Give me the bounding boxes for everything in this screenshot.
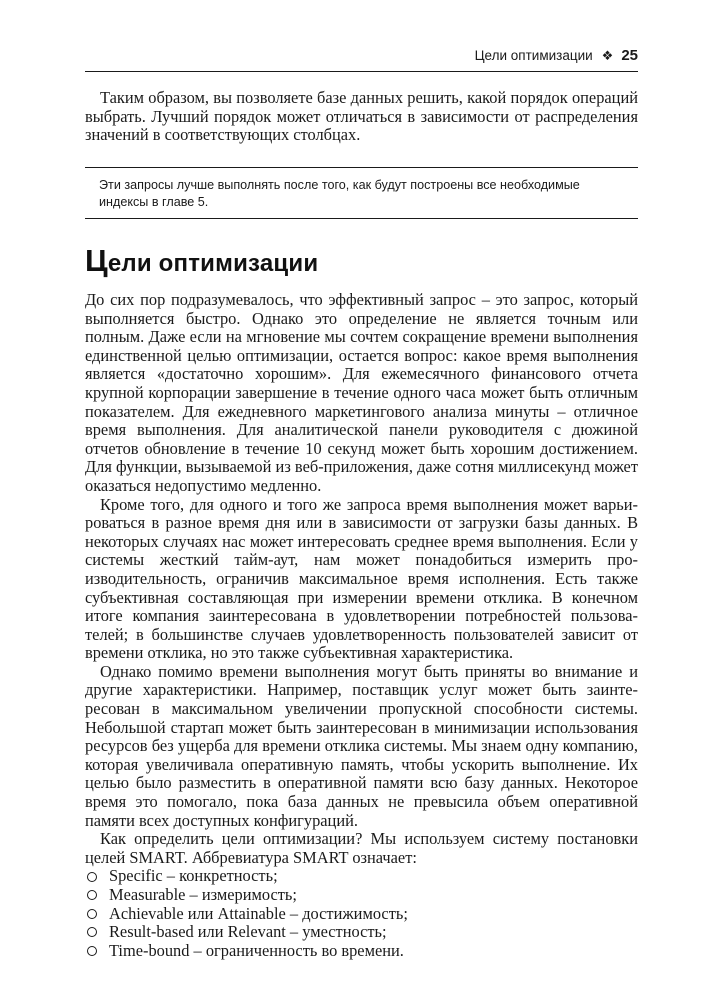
running-header (475, 47, 638, 64)
book-page (85, 0, 638, 1000)
list-item-text: Achievable или Attainable – достижимость; (109, 903, 408, 923)
list-item (87, 923, 638, 942)
circle-bullet-icon (87, 927, 97, 937)
circle-bullet-icon (87, 872, 97, 882)
body-paragraph: Как определить цели оптимизации? Мы используем систему постановки целей SMART. Аббревиатура SMART означает: (85, 829, 638, 867)
circle-bullet-icon (87, 890, 97, 900)
list-item-text: Time-bound – ограниченность во времени. (109, 940, 404, 960)
list-item (87, 942, 638, 961)
list-item (87, 905, 638, 924)
list-item-text: Result-based или Relevant – уместность; (109, 922, 387, 942)
smart-list (85, 867, 638, 960)
circle-bullet-icon (87, 909, 97, 919)
running-header-title: Цели оптимизации (474, 48, 593, 63)
note-text: Эти запросы лучше выполнять после того, как будут построены все необходимые индексы в главе 5. (99, 178, 580, 209)
header-divider (85, 71, 638, 72)
fleuron-icon: ❖ (601, 48, 614, 63)
list-item (87, 867, 638, 886)
list-item-text: Specific – конкретность; (109, 866, 278, 886)
section-heading-initial: Ц (85, 243, 108, 278)
body-paragraph: Кроме того, для одного и того же запроса время выполнения может варьироваться в разное время дня или в зависимости от загрузки базы данных. В некоторых случаях нас может интересовать среднее время выполнения. Если у системы жесткий тайм-аут, нам может понадобиться измерить производительность, ограничив максимальное время исполнения. Есть также субъективная составляющая при измерении времени отклика. В конечном итоге компания заинтересована в удовлетворении потребностей пользователей; в большинстве случаев удовлетворенность пользователей зависит от времени отклика, но это также субъективная характеристика. (85, 494, 638, 663)
list-item (87, 886, 638, 905)
note-box (85, 167, 638, 219)
circle-bullet-icon (87, 946, 97, 956)
body-paragraph: До сих пор подразумевалось, что эффективный запрос – это запрос, который выполняется быстро. Однако это определение не является точным или полным. Даже если на мгновение мы сочтем сокращение времени выполнения единственной целью оптимизации, остается вопрос: какое время выполнения является «достаточно хорошим». Для ежемесячного финансового отчета крупной корпорации завершение в течение одного часа может быть отличным показателем. Для ежедневного маркетингового анализа минуты – отличное время выполнения. Для аналитической панели руководителя с дюжиной отчетов обновление в течение 10 секунд может быть хорошим достижением. Для функции, вызываемой из веб-приложения, даже сотня миллисекунд может оказаться недопустимо медленно. (85, 290, 638, 495)
body-paragraph: Однако помимо времени выполнения могут быть приняты во внимание и другие характеристики. Например, поставщик услуг может быть заинтересован в максимальном увеличении пропускной способности системы. Небольшой стартап может быть заинтересован в минимизации использования ресурсов без ущерба для времени отклика системы. Мы знаем одну компанию, которая увеличивала оперативную память, чтобы ускорить выполнение. Их целью было разместить в оперативной памяти всю базу данных. Некоторое время это помогало, пока база данных не превысила объем оперативной памяти всех доступных конфигураций. (85, 661, 638, 830)
section-heading-rest: ели оптимизации (107, 250, 319, 277)
section-heading (85, 243, 318, 279)
page-number: 25 (621, 47, 638, 64)
intro-paragraph: Таким образом, вы позволяете базе данных решить, какой порядок операций выбрать. Лучший порядок может отличаться в зависимости от распределения значений в соответствующих столбцах. (85, 88, 638, 145)
list-item-text: Measurable – измеримость; (109, 885, 297, 904)
intro-paragraph-block (85, 89, 638, 145)
section-body (85, 291, 638, 960)
